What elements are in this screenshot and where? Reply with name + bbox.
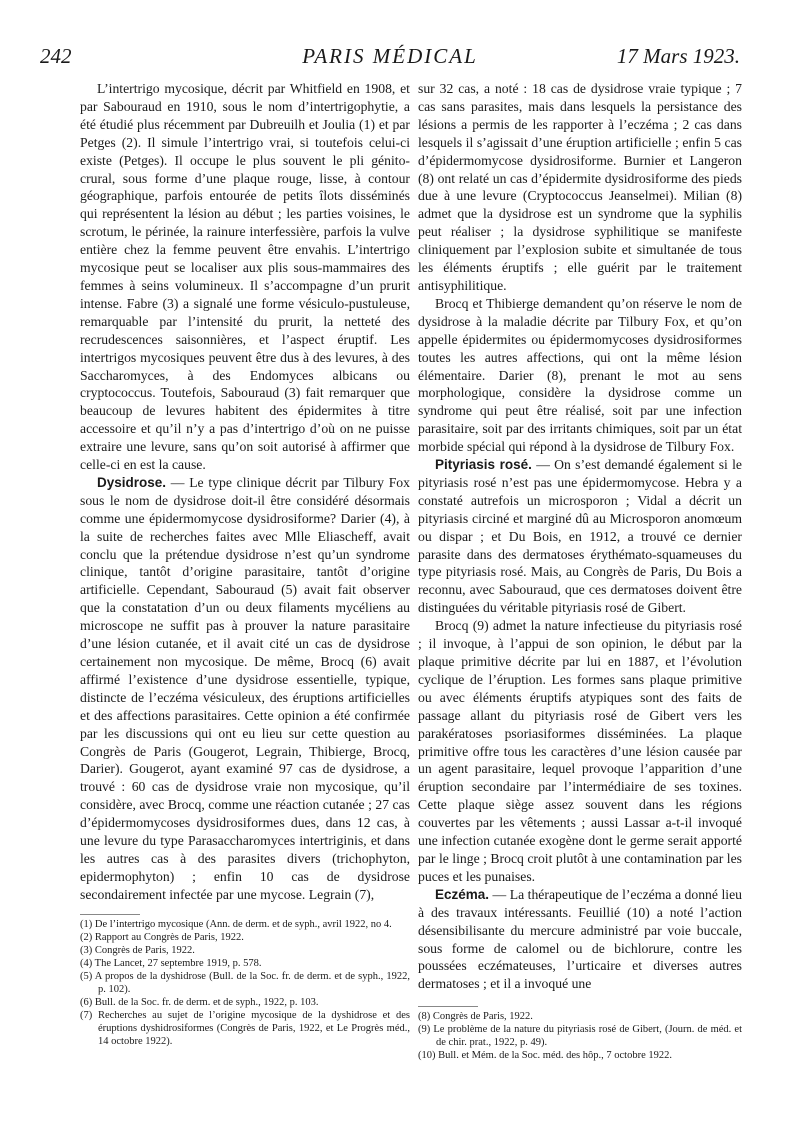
dysidrose-paragraph xyxy=(80,474,410,904)
page-header xyxy=(40,44,740,74)
footnote-divider-right xyxy=(418,1006,478,1007)
issue-date: 17 Mars 1923. xyxy=(616,44,740,68)
dysidrose-heading: Dysidrose. xyxy=(97,474,167,490)
right-column xyxy=(418,80,742,993)
footnote-divider-left xyxy=(80,914,140,915)
pityriasis-heading: Pityriasis rosé. xyxy=(435,457,532,473)
left-column xyxy=(80,80,410,904)
footnote: (1) De l’intertrigo mycosique (Ann. de derm. et de syph., avril 1922, no 4. xyxy=(80,919,392,930)
dysidrose-continued-paragraph: sur 32 cas, a noté : 18 cas de dysidrose vraie typique ; 7 cas sans parasites, mais dans lesquels la persistance des lésions a permis de les rapporter à l’eczéma ; 2 cas dans lesquels il s’agissait d’une éruption artificielle ; enfin 5 cas d’épidermomycose dysidrosiforme. Burnier et Langeron (8) ont relaté un cas d’épidermite dysidrosiforme des pieds due à une levure (Cryptococcus Jeanselmei). Milian (8) admet que la dysidrose est un syndrome que la syphilis peut réaliser ; la dysidrose syphilitique se manifeste cliniquement par l’explosion subite et simultanée de tous les éléments éruptifs ; elle guérit par le traitement antisyphilitique. xyxy=(418,81,742,293)
footnote: (5) A propos de la dyshidrose (Bull. de la Soc. fr. de derm. et de syph., 1922, p. 102). xyxy=(80,971,410,995)
footnote: (6) Bull. de la Soc. fr. de derm. et de syph., 1922, p. 103. xyxy=(80,997,319,1008)
footnote: (4) The Lancet, 27 septembre 1919, p. 578. xyxy=(80,958,262,969)
dysidrose-text: — Le type clinique décrit par Tilbury Fox sous le nom de dysidrose doit-il être considéré désormais comme une épidermomycose dysidrosiforme? Darier (4), à la suite de recherches faites avec Mlle Eliascheff, avait conclu que la prétendue dysidrose n’est qu’un syndrome clinique, tantôt d’origine parasitaire, tantôt d’origine artificielle. Cependant, Sabouraud (5) avait fait observer que la constatation d’un ou deux filaments mycéliens au microscope ne suffit pas à prouver la nature parasitaire d’une lésion cutanée, et il avait cité un cas de dysidrose certainement non mycosique. De même, Brocq (6) avait affirmé l’existence d’une dysidrose essentielle, typique, distincte de l’eczéma vésiculeux, des éruptions artificielles et des affections parasitaires. Cette opinion a été confirmée par les discussions qui ont eu lieu sur cette question au Congrès de Paris (Gougerot, Legrain, Thibierge, Brocq, Darier). Gougerot, ayant examiné 97 cas de dysidrose, a trouvé : 60 cas de dysidrose vraie non mycosique, qu’il considère, avec Brocq, comme une réaction cutanée ; 27 cas d’épidermomycoses dysidrosiformes dues, dans 12 cas, à une levure du type Parasaccharomyces intertriginis, et dans les autres cas à des parasites divers (trichophyton, epidermophyton) ; enfin 10 cas de dysidrose secondairement infectée par une mycose. Legrain (7), xyxy=(80,474,410,902)
brocq-paragraph: Brocq (9) admet la nature infectieuse du pityriasis rosé ; il invoque, à l’appui de son opinion, le début par la plaque primitive décrite par lui en 1887, et l’évolution cyclique de l’éruption. Les formes sans plaque primitive ou avec éléments éruptifs atypiques sont des faits de passage allant du pityriasis rosé de Gibert vers les parakératoses psoriasiformes disséminées. La plaque primitive offre tous les caractères d’une lésion causée par un agent parasitaire, lequel provoque l’apparition d’une éruption secondaire par l’intermédiaire de ses toxines. Cette plaque siège assez souvent dans les régions couvertes par les vêtements ; aussi Lassar a-t-il invoqué une infection cutanée exogène dont le germe serait apporté par le linge ; Brocq croit plutôt à une contamination par les puces et les punaises. xyxy=(418,618,742,884)
page-number: 242 xyxy=(40,44,72,68)
pityriasis-paragraph xyxy=(418,456,742,617)
footnote: (10) Bull. et Mém. de la Soc. méd. des hôp., 7 octobre 1922. xyxy=(418,1050,672,1061)
eczema-paragraph xyxy=(418,886,742,993)
eczema-heading: Eczéma. xyxy=(435,886,490,902)
pityriasis-text: — On s’est demandé également si le pityriasis rosé n’est pas une épidermomycose. Hebra y a constaté autrefois un microsporon ; Vidal a décrit un pityriasis circiné et marginé dû au Microsporon anomœum ou dispar ; et Du Bois, en 1912, a trouvé ce dernier parasite dans des dermatoses érythémato-squameuses du type pityriasis rosé. Mais, au Congrès de Paris, Du Bois a reconnu, avec Sabouraud, que ces dermatoses doivent être distinguées du véritable pityriasis rosé de Gibert. xyxy=(418,457,742,616)
journal-title: PARIS MÉDICAL xyxy=(302,44,478,68)
footnote: (7) Recherches au sujet de l’origine mycosique de la dyshidrose et des éruptions dyshidrosiformes (Congrès de Paris, 1922, et Le Progrès méd., 14 octobre 1922). xyxy=(80,1010,410,1047)
footnotes-right xyxy=(418,1010,742,1062)
footnote: (9) Le problème de la nature du pityriasis rosé de Gibert, (Journ. de méd. et de chir. prat., 1922, p. 49). xyxy=(418,1024,742,1048)
footnotes-left xyxy=(80,918,410,1048)
brocq-thibierge-paragraph: Brocq et Thibierge demandent qu’on réserve le nom de dysidrose à la maladie décrite par Tilbury Fox, et qu’on appelle épidermites ou épidermomycoses dysidrosiformes toutes les autres affections, qui ont la même lésion élémentaire. Darier (8), prenant le mot au sens morphologique, considère la dysidrose comme un syndrome qui peut être réalisé, soit par une infection parasitaire, soit par des irritants chimiques, soit par un état morbide spécial qui répond à la dysidrose de Tilbury Fox. xyxy=(418,295,742,455)
footnote: (8) Congrès de Paris, 1922. xyxy=(418,1011,533,1022)
intertrigo-paragraph: L’intertrigo mycosique, décrit par Whitfield en 1908, et par Sabouraud en 1910, sous le nom d’intertrigophytie, a été étudié plus récemment par Dubreuilh et Joulia (1) et par Petges (2). Il simule l’intertrigo vrai, si toutefois celui-ci existe (Petges). Il occupe le plus souvent le pli génito-crural, sous forme d’une plaque rouge, lisse, à contour géographique, parfois entourée de petits îlots disséminés qui représentent la lésion au début ; les parties voisines, le scrotum, le périnée, la rainure interfessière, parfois la vulve entière chez la femme peuvent être envahis. L’intertrigo mycosique peut se localiser aux plis sous-mammaires des femmes à seins volumineux. Il s’accompagne d’un prurit intense. Fabre (3) a signalé une forme vésiculo-pustuleuse, remarquable par l’intensité du prurit, la netteté des recrudescences saisonnières, et l’aspect éruptif. Les intertrigos mycosiques peuvent être dus à des levures, à des Saccharomyces, à des Endomyces albicans ou cryptococcus. Toutefois, Sabouraud (3) fait remarquer que beaucoup de levures habitent des épidermites à titre accessoire et qu’il n’y a pas d’intertrigo d’où on ne puisse extraire une levure, sans qu’on soit autorisé à affirmer que celle-ci en est la cause. xyxy=(80,81,410,473)
eczema-text: — La thérapeutique de l’eczéma a donné lieu à des travaux intéressants. Feuillié (10) a noté l’action désensibilisante du mercure administré par voie buccale, sous forme de calomel ou de bichlorure, contre les poussées eczémateuses, l’urticaire et diverses autres dermatoses ; et il a invoqué une xyxy=(418,886,742,992)
footnote: (2) Rapport au Congrès de Paris, 1922. xyxy=(80,932,244,943)
footnote: (3) Congrès de Paris, 1922. xyxy=(80,945,195,956)
